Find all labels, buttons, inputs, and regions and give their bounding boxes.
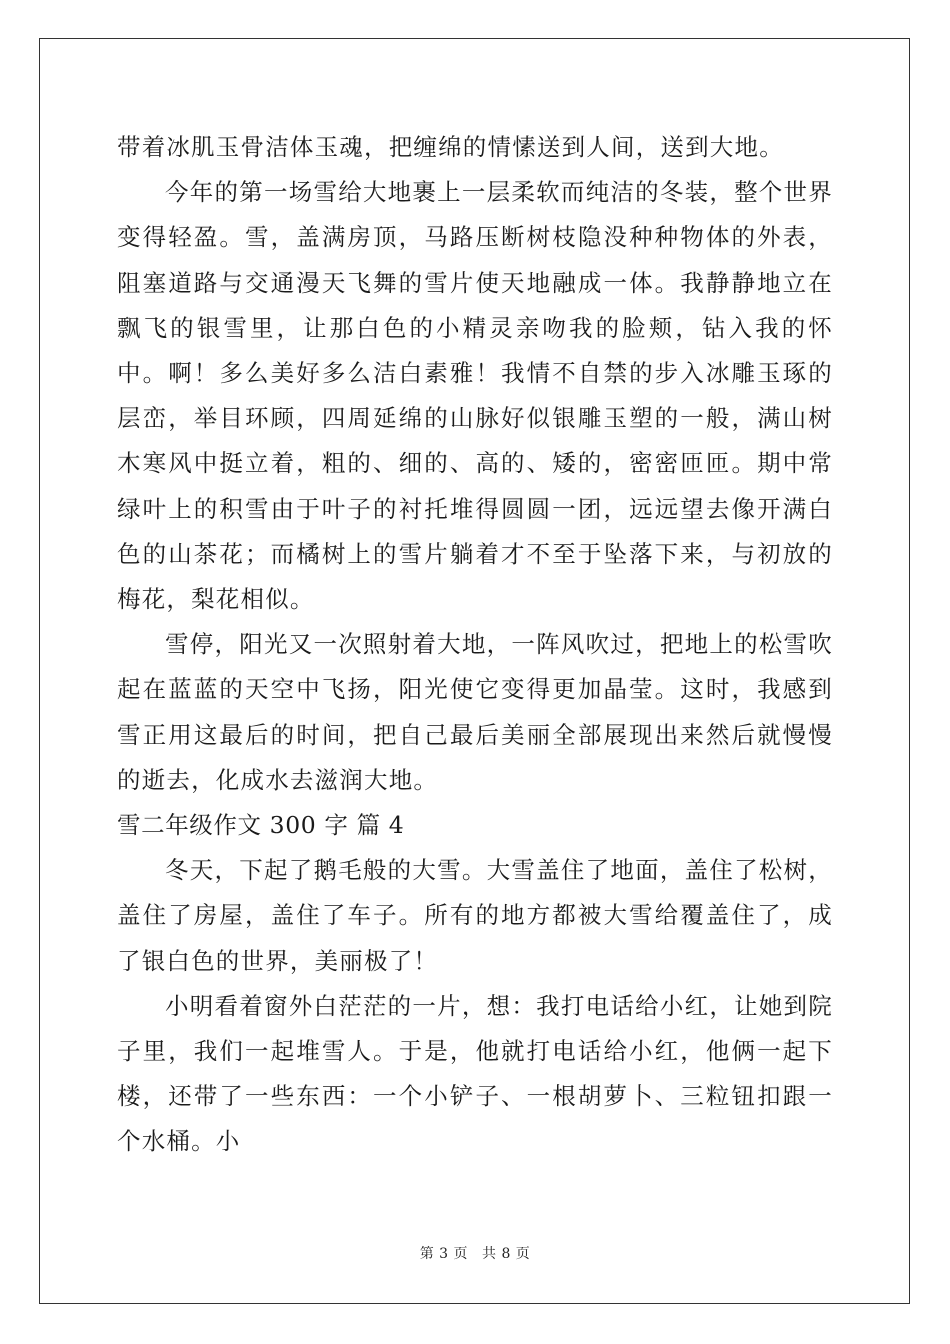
document-body bbox=[117, 125, 833, 1165]
page-number: 第 3 页 bbox=[419, 1246, 468, 1262]
section-heading: 雪二年级作文 300 字 篇 4 bbox=[117, 811, 405, 840]
paragraph-snow-stops: 雪停，阳光又一次照射着大地，一阵风吹过，把地上的松雪吹起在蓝蓝的天空中飞扬，阳光使它变得更加晶莹。这时，我感到雪正用这最后的时间，把自己最后美丽全部展现出来然后就慢慢的逝去，化成水去滋润大地。 bbox=[117, 630, 833, 794]
paragraph-xiaoming: 小明看着窗外白茫茫的一片，想：我打电话给小红，让她到院子里，我们一起堆雪人。于是，他就打电话给小红，他俩一起下楼，还带了一些东西：一个小铲子、一根胡萝卜、三粒钮扣跟一个水桶。小 bbox=[117, 991, 833, 1156]
paragraph-winter-snow: 冬天，下起了鹅毛般的大雪。大雪盖住了地面，盖住了松树，盖住了房屋，盖住了车子。所有的地方都被大雪给覆盖住了，成了银白色的世界，美丽极了！ bbox=[117, 856, 833, 975]
page-footer bbox=[0, 1244, 950, 1264]
paragraph-continuation: 带着冰肌玉骨洁体玉魂，把缠绵的情愫送到人间，送到大地。 bbox=[117, 133, 784, 161]
page-total: 共 8 页 bbox=[482, 1246, 531, 1262]
paragraph-first-snow: 今年的第一场雪给大地裹上一层柔软而纯洁的冬装，整个世界变得轻盈。雪，盖满房顶，马路压断树枝隐没种种物体的外表，阻塞道路与交通漫天飞舞的雪片使天地融成一体。我静静地立在飘飞的银雪里，让那白色的小精灵亲吻我的脸颊，钻入我的怀中。啊！多么美好多么洁白素雅！我情不自禁的步入冰雕玉琢的层峦，举目环顾，四周延绵的山脉好似银雕玉塑的一般，满山树木寒风中挺立着，粗的、细的、高的、矮的，密密匝匝。期中常绿叶上的积雪由于叶子的衬托堆得圆圆一团，远远望去像开满白色的山茶花；而橘树上的雪片躺着才不至于坠落下来，与初放的梅花，梨花相似。 bbox=[117, 178, 833, 614]
